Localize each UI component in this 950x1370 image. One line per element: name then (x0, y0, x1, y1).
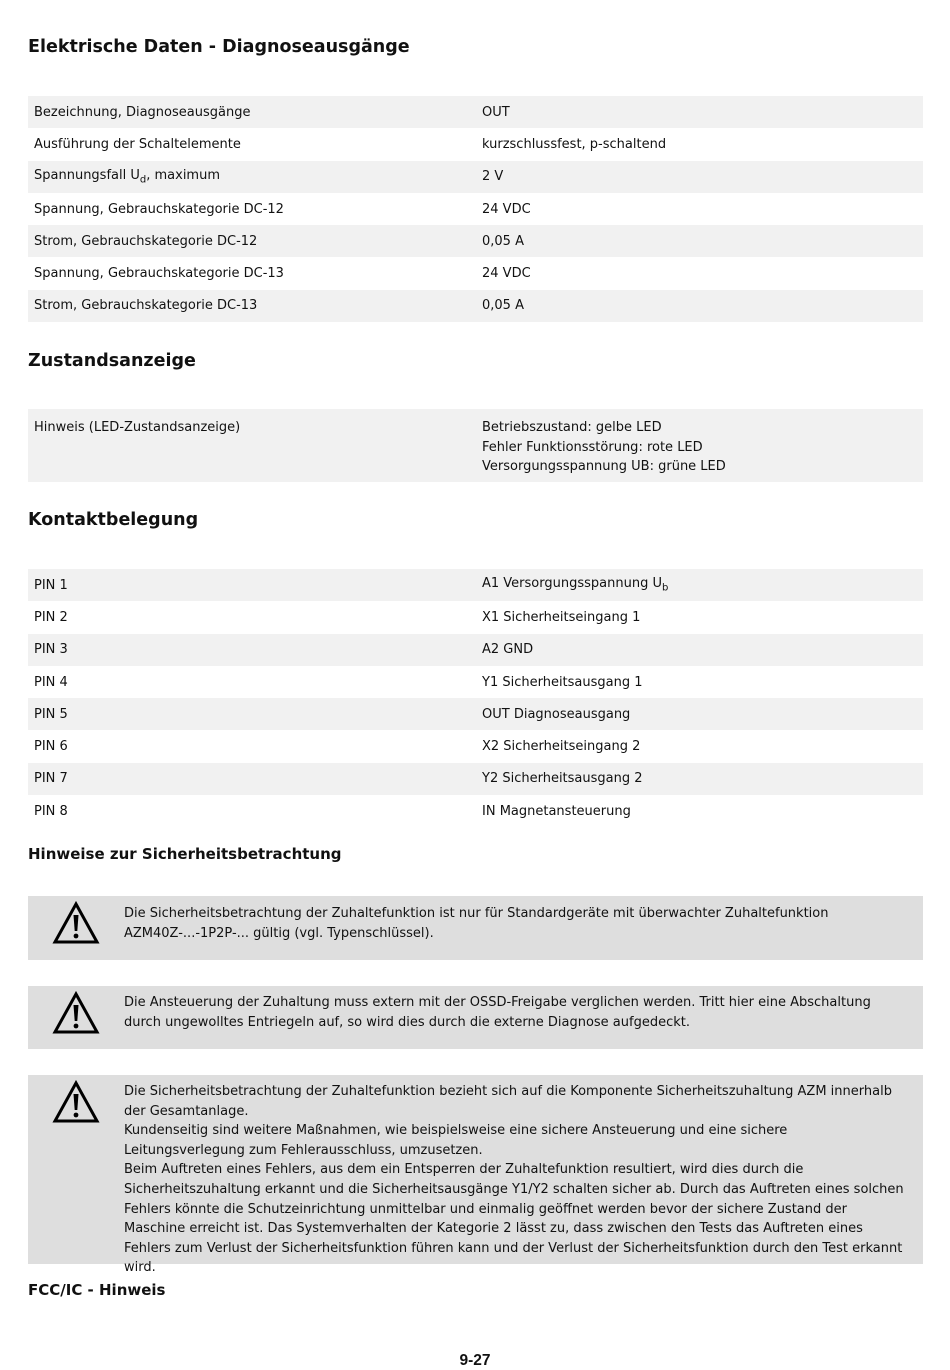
row-value: kurzschlussfest, p-schaltend (482, 136, 667, 152)
table-row (28, 128, 923, 160)
led-line-yellow: Betriebszustand: gelbe LED (482, 420, 662, 435)
warning-text (124, 1082, 909, 1278)
row-value: 0,05 A (476, 290, 923, 322)
table-row (28, 225, 923, 257)
row-value: OUT (476, 96, 923, 128)
pin-value: Y1 Sicherheitsausgang 1 (482, 674, 643, 690)
pin-table (28, 569, 923, 827)
pin-value: OUT Diagnoseausgang (476, 698, 923, 730)
row-label: Spannung, Gebrauchskategorie DC-12 (34, 201, 284, 217)
section-title-safety: Hinweise zur Sicherheitsbetrachtung (28, 845, 342, 863)
pin-label: PIN 3 (28, 634, 476, 666)
row-label: Bezeichnung, Diagnoseausgänge (28, 96, 476, 128)
table-row (28, 698, 923, 730)
table-row (28, 666, 923, 698)
row-label: Ausführung der Schaltelemente (34, 136, 241, 152)
row-value: 24 VDC (482, 266, 531, 282)
section-title-electrical: Elektrische Daten - Diagnoseausgänge (28, 37, 410, 57)
warning-paragraph: Kundenseitig sind weitere Maßnahmen, wie beispielsweise eine sichere Ansteuerung und eine sichere Leitungsverlegung zum Fehlerausschluss, umzusetzen. (124, 1123, 788, 1158)
pin-value: X1 Sicherheitseingang 1 (482, 609, 641, 625)
warning-text: Die Ansteuerung der Zuhaltung muss extern mit der OSSD-Freigabe verglichen werden. Tritt hier eine Abschaltung durch ungewolltes Entriegeln auf, so wird dies durch die externe Diagnose aufgedeckt. (124, 995, 871, 1030)
row-value (476, 409, 923, 482)
warning-paragraph: Beim Auftreten eines Fehlers, aus dem ein Entsperren der Zuhaltefunktion resultiert, wird dies durch die Sicherheitszuhaltung erkannt und die Sicherheitsausgänge Y1/Y2 schalten sicher ab. Durch das Auftreten eines solchen Fehlers könnte die Schutzeinrichtung unmittelbar und einmalig geöffnet werden bevor der sichere Zustand der Maschine erreicht ist. Das Systemverhalten der Kategorie 2 lässt zu, dass zwischen den Tests das Auftreten eines Fehlers zum Verlust der Sicherheitsfunktion führen kann und der Verlust der Sicherheitsfunktion durch den Test erkannt wird. (124, 1162, 904, 1276)
table-row (28, 634, 923, 666)
warning-text: Die Sicherheitsbetrachtung der Zuhaltefunktion ist nur für Standardgeräte mit überwachter Zuhaltefunktion AZM40Z-...-1P2P-... gültig (vgl. Typenschlüssel). (124, 906, 829, 941)
pin-label: PIN 2 (34, 609, 68, 625)
row-value: 24 VDC (482, 201, 531, 217)
section-title-fcc: FCC/IC - Hinweis (28, 1281, 166, 1299)
section-title-status: Zustandsanzeige (28, 351, 196, 371)
row-label: Hinweis (LED-Zustandsanzeige) (28, 409, 476, 482)
pin-label: PIN 4 (34, 674, 68, 690)
pin-value: X2 Sicherheitseingang 2 (482, 739, 641, 755)
table-row (28, 409, 923, 482)
warning-box-3 (28, 1075, 923, 1276)
table-row (28, 601, 923, 633)
warning-paragraph: Die Sicherheitsbetrachtung der Zuhaltefunktion bezieht sich auf die Komponente Sicherheitszuhaltung AZM innerhalb der Gesamtanlage. (124, 1084, 892, 1119)
section-title-pins: Kontaktbelegung (28, 510, 199, 530)
pin-value: IN Magnetansteuerung (482, 803, 631, 819)
pin-label: PIN 8 (34, 803, 68, 819)
pin-label: PIN 1 (28, 569, 476, 601)
table-row (28, 96, 923, 128)
warning-box-1 (28, 896, 923, 960)
row-label: Spannung, Gebrauchskategorie DC-13 (34, 266, 284, 282)
table-row (28, 569, 923, 601)
warning-box-2 (28, 986, 923, 1049)
table-row (28, 257, 923, 289)
status-table (28, 409, 923, 482)
table-row (28, 763, 923, 795)
pin-label: PIN 5 (28, 698, 476, 730)
table-row (28, 730, 923, 762)
row-label: Strom, Gebrauchskategorie DC-13 (28, 290, 476, 322)
warning-triangle-icon (52, 1080, 100, 1124)
pin-value: Y2 Sicherheitsausgang 2 (476, 763, 923, 795)
row-label: Spannungsfall $U_d$, maximum (28, 161, 476, 193)
page-number: 9-27 (459, 1352, 491, 1369)
table-row (28, 193, 923, 225)
led-line-green: Versorgungsspannung UB: grüne LED (482, 459, 726, 475)
led-line-red: Fehler Funktionsstörung: rote LED (482, 439, 703, 455)
warning-triangle-icon (52, 901, 100, 945)
row-value: 2 V (476, 161, 923, 193)
table-row (28, 795, 923, 827)
row-label: Strom, Gebrauchskategorie DC-12 (28, 225, 476, 257)
pin-value: A2 GND (476, 634, 923, 666)
table-row (28, 161, 923, 193)
pin-label: PIN 7 (28, 763, 476, 795)
warning-triangle-icon (52, 991, 100, 1035)
pin-value: A1 Versorgungsspannung $U_b$ (476, 569, 923, 601)
row-value: 0,05 A (476, 225, 923, 257)
table-row (28, 290, 923, 322)
pin-label: PIN 6 (34, 739, 68, 755)
electrical-table (28, 96, 923, 322)
